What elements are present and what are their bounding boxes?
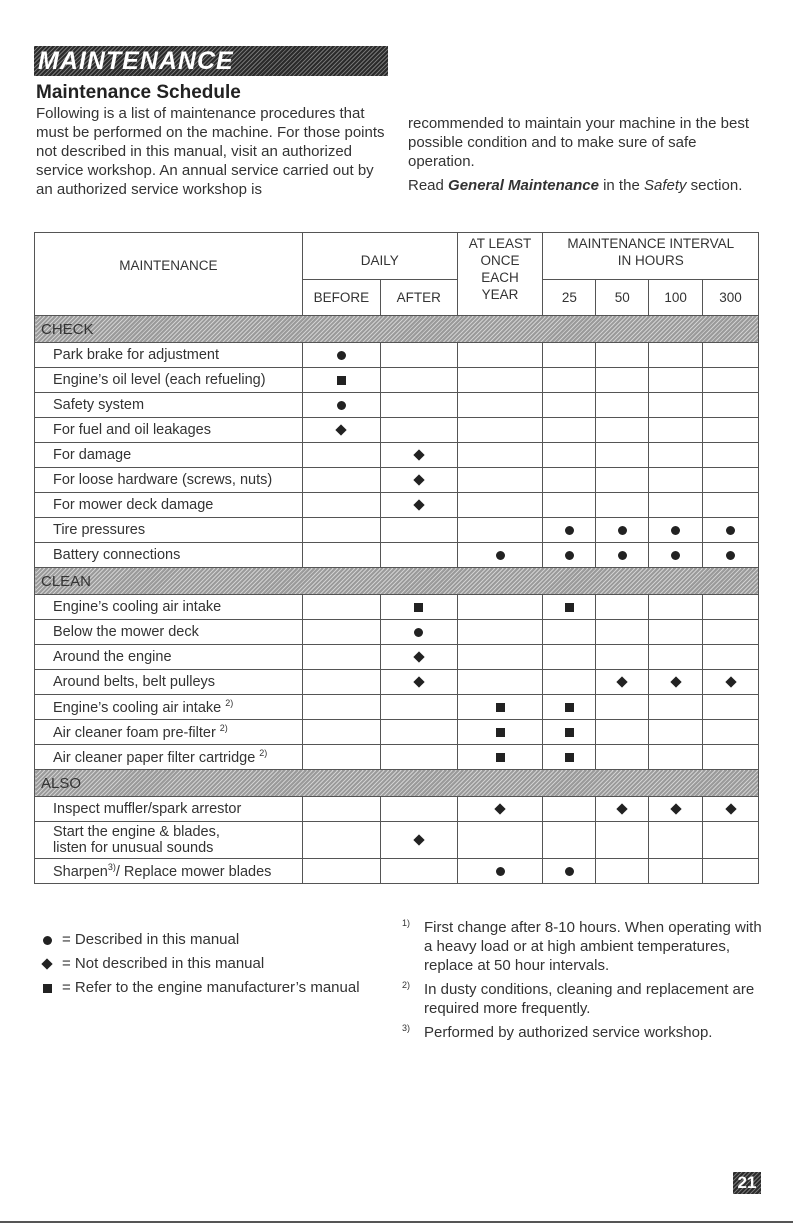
header-before: BEFORE [302, 280, 380, 316]
task-cell [35, 822, 303, 859]
interval-cell [596, 543, 649, 568]
interval-cell [457, 518, 543, 543]
bullet-dot-icon [43, 936, 52, 945]
intro-right-text: recommended to maintain your machine in the best possible condition and to make sure of safe operation. [408, 115, 750, 170]
task-cell [35, 720, 303, 745]
diamond-icon [617, 677, 628, 688]
bullet-dot-icon [414, 628, 423, 637]
footnote-item [402, 918, 762, 975]
table-row [35, 720, 759, 745]
bullet-dot-icon [618, 551, 627, 560]
intro-right-column [408, 114, 758, 200]
header-daily: DAILY [302, 233, 457, 270]
interval-cell [543, 720, 596, 745]
header-interval: MAINTENANCE INTERVAL [567, 236, 735, 251]
interval-cell [543, 368, 596, 393]
diamond-icon [41, 958, 52, 969]
footnote-text: Performed by authorized service workshop. [424, 1024, 713, 1041]
task-label: Start the engine & blades, [53, 824, 220, 840]
interval-cell [703, 695, 759, 720]
task-label: Engine’s oil level (each refueling) [53, 372, 266, 388]
interval-cell [649, 393, 703, 418]
section-row [35, 316, 759, 343]
interval-cell [543, 468, 596, 493]
interval-cell [703, 368, 759, 393]
interval-cell [457, 822, 543, 859]
header-after: AFTER [380, 280, 457, 316]
read-mid: in the [603, 177, 640, 194]
interval-cell [457, 595, 543, 620]
interval-cell [457, 720, 543, 745]
interval-cell [302, 493, 380, 518]
interval-cell [302, 695, 380, 720]
interval-cell [596, 518, 649, 543]
diamond-icon [670, 804, 681, 815]
interval-cell [649, 670, 703, 695]
table-row [35, 797, 759, 822]
interval-cell [596, 822, 649, 859]
interval-cell [380, 343, 457, 368]
square-icon [496, 703, 505, 712]
interval-cell [596, 670, 649, 695]
header-300: 300 [703, 280, 759, 316]
section-row [35, 568, 759, 595]
diamond-icon [725, 804, 736, 815]
interval-cell [649, 620, 703, 645]
header-maintenance-cell [35, 233, 303, 280]
legend-text: = Not described in this manual [62, 955, 265, 972]
header-once: ONCE [480, 253, 520, 268]
section-label: CLEAN [41, 572, 92, 590]
interval-cell [596, 443, 649, 468]
table-row [35, 859, 759, 884]
interval-cell [596, 695, 649, 720]
interval-cell [703, 518, 759, 543]
interval-cell [380, 645, 457, 670]
interval-cell [302, 620, 380, 645]
interval-cell [703, 645, 759, 670]
interval-cell [457, 543, 543, 568]
interval-cell [380, 493, 457, 518]
interval-cell [457, 745, 543, 770]
square-icon [496, 753, 505, 762]
header-100: 100 [649, 280, 703, 316]
task-label: Tire pressures [53, 522, 146, 538]
interval-cell [302, 720, 380, 745]
interval-cell [302, 670, 380, 695]
interval-cell [543, 797, 596, 822]
diamond-icon [413, 677, 424, 688]
interval-cell [596, 595, 649, 620]
task-cell [35, 468, 303, 493]
header-yearly-cell [457, 233, 543, 316]
header-50: 50 [596, 280, 649, 316]
interval-cell [457, 620, 543, 645]
interval-cell [596, 797, 649, 822]
table-header [35, 233, 759, 316]
maintenance-schedule-table [34, 232, 759, 884]
page-number: 21 [733, 1172, 761, 1194]
task-cell [35, 670, 303, 695]
interval-cell [380, 443, 457, 468]
bullet-dot-icon [671, 551, 680, 560]
interval-cell [380, 670, 457, 695]
interval-cell [543, 695, 596, 720]
footnote-number: 3) [402, 1023, 411, 1033]
task-cell [35, 493, 303, 518]
header-each: EACH [481, 270, 519, 285]
task-label: Sharpen [53, 863, 108, 880]
interval-cell [380, 797, 457, 822]
interval-cell [302, 645, 380, 670]
interval-cell [302, 822, 380, 859]
diamond-icon [494, 804, 505, 815]
square-icon [337, 376, 346, 385]
task-cell [35, 393, 303, 418]
interval-cell [649, 797, 703, 822]
interval-cell [543, 443, 596, 468]
footnote-item [402, 1023, 762, 1042]
interval-cell [649, 443, 703, 468]
interval-cell [380, 368, 457, 393]
section-label: ALSO [41, 774, 82, 792]
interval-cell [649, 493, 703, 518]
interval-cell [543, 620, 596, 645]
interval-cell [457, 443, 543, 468]
header-interval-cell [543, 233, 759, 270]
interval-cell [596, 745, 649, 770]
header-at-least: AT LEAST [468, 236, 532, 251]
task-cell [35, 418, 303, 443]
legend-text: = Described in this manual [62, 931, 240, 948]
interval-cell [380, 822, 457, 859]
interval-cell [457, 797, 543, 822]
square-icon [565, 753, 574, 762]
interval-cell [649, 695, 703, 720]
table-row [35, 418, 759, 443]
interval-cell [703, 493, 759, 518]
table-row [35, 595, 759, 620]
interval-cell [302, 443, 380, 468]
interval-cell [380, 518, 457, 543]
interval-cell [703, 343, 759, 368]
task-label: Inspect muffler/spark arrestor [53, 801, 242, 817]
interval-cell [543, 645, 596, 670]
interval-cell [703, 859, 759, 884]
interval-cell [302, 745, 380, 770]
interval-cell [703, 443, 759, 468]
footnote-item [402, 980, 762, 1018]
task-label: Safety system [53, 397, 145, 413]
page-subtitle: Maintenance Schedule [36, 82, 241, 103]
legend-item [36, 952, 360, 976]
header-maintenance: MAINTENANCE [119, 257, 218, 273]
interval-cell [703, 418, 759, 443]
interval-cell [649, 368, 703, 393]
interval-cell [703, 797, 759, 822]
banner-title: MAINTENANCE [38, 47, 234, 75]
task-label-line2: listen for unusual sounds [53, 840, 214, 856]
interval-cell [649, 468, 703, 493]
interval-cell [703, 393, 759, 418]
symbol-legend [36, 928, 360, 1000]
interval-cell [543, 859, 596, 884]
square-icon [414, 603, 423, 612]
task-cell [35, 645, 303, 670]
task-cell [35, 518, 303, 543]
table-row [35, 393, 759, 418]
task-cell [35, 797, 303, 822]
task-label: Below the mower deck [53, 624, 199, 640]
legend-item [36, 976, 360, 1000]
table-row [35, 822, 759, 859]
legend-text: = Refer to the engine manufacturer’s manual [62, 979, 360, 996]
read-prefix: Read [408, 177, 444, 194]
interval-cell [649, 859, 703, 884]
task-cell [35, 595, 303, 620]
interval-cell [380, 468, 457, 493]
interval-cell [302, 595, 380, 620]
task-label: Air cleaner foam pre-filter [53, 724, 216, 741]
footnote-ref: 3) [107, 862, 116, 873]
interval-cell [596, 493, 649, 518]
square-icon [496, 728, 505, 737]
table-row [35, 670, 759, 695]
interval-cell [649, 745, 703, 770]
interval-cell [649, 822, 703, 859]
interval-cell [302, 418, 380, 443]
interval-cell [457, 695, 543, 720]
interval-cell [543, 493, 596, 518]
bullet-dot-icon [496, 551, 505, 560]
interval-cell [703, 670, 759, 695]
section-row [35, 770, 759, 797]
interval-cell [596, 418, 649, 443]
table-row [35, 695, 759, 720]
diamond-icon [725, 677, 736, 688]
general-maintenance-ref: General Maintenance [448, 177, 599, 194]
interval-cell [302, 393, 380, 418]
interval-cell [649, 418, 703, 443]
table-row [35, 543, 759, 568]
footnote-number: 1) [402, 918, 411, 928]
interval-cell [596, 368, 649, 393]
bullet-dot-icon [726, 551, 735, 560]
interval-cell [302, 797, 380, 822]
bottom-rule [0, 1221, 793, 1223]
interval-cell [703, 720, 759, 745]
interval-cell [596, 468, 649, 493]
interval-cell [457, 468, 543, 493]
interval-cell [457, 645, 543, 670]
footnote-text: First change after 8-10 hours. When operating with a heavy load or at high ambient temperatures, replace at 50 hour intervals. [424, 919, 762, 974]
footnote-ref: 2) [219, 723, 228, 734]
interval-cell [457, 493, 543, 518]
interval-cell [457, 418, 543, 443]
interval-cell [543, 343, 596, 368]
interval-cell [703, 468, 759, 493]
bullet-dot-icon [565, 867, 574, 876]
interval-cell [596, 720, 649, 745]
task-label: For mower deck damage [53, 497, 214, 513]
diamond-icon [617, 804, 628, 815]
table-row [35, 368, 759, 393]
interval-cell [703, 822, 759, 859]
interval-cell [649, 720, 703, 745]
interval-cell [380, 859, 457, 884]
interval-cell [543, 822, 596, 859]
interval-cell [302, 368, 380, 393]
read-suffix: section. [690, 177, 743, 194]
interval-cell [457, 670, 543, 695]
table-row [35, 645, 759, 670]
bullet-dot-icon [565, 551, 574, 560]
square-icon [565, 728, 574, 737]
interval-cell [457, 368, 543, 393]
interval-cell [302, 468, 380, 493]
interval-cell [543, 393, 596, 418]
task-cell [35, 343, 303, 368]
bullet-dot-icon [671, 526, 680, 535]
task-label-tail: / Replace mower blades [115, 863, 272, 880]
interval-cell [543, 670, 596, 695]
footnotes [402, 918, 762, 1047]
task-label: Park brake for adjustment [53, 347, 220, 363]
interval-cell [596, 393, 649, 418]
interval-cell [596, 859, 649, 884]
table-row [35, 620, 759, 645]
diamond-icon [336, 425, 347, 436]
square-icon [565, 703, 574, 712]
task-label: Around belts, belt pulleys [53, 674, 216, 690]
task-label: Engine’s cooling air intake [53, 599, 222, 615]
interval-cell [649, 645, 703, 670]
read-reference [408, 176, 758, 195]
interval-cell [649, 343, 703, 368]
diamond-icon [670, 677, 681, 688]
square-icon [565, 603, 574, 612]
bullet-dot-icon [496, 867, 505, 876]
safety-ref: Safety [643, 177, 687, 194]
interval-cell [380, 393, 457, 418]
task-label: For fuel and oil leakages [53, 422, 211, 438]
bullet-dot-icon [337, 401, 346, 410]
interval-cell [380, 543, 457, 568]
diamond-icon [413, 475, 424, 486]
table-row [35, 443, 759, 468]
header-25: 25 [543, 280, 596, 316]
table-row [35, 468, 759, 493]
interval-cell [543, 518, 596, 543]
interval-cell [302, 543, 380, 568]
interval-cell [543, 595, 596, 620]
interval-cell [543, 543, 596, 568]
interval-cell [380, 695, 457, 720]
interval-cell [380, 745, 457, 770]
interval-cell [302, 518, 380, 543]
footnote-text: In dusty conditions, cleaning and replacement are required more frequently. [424, 981, 755, 1017]
interval-cell [543, 745, 596, 770]
diamond-icon [413, 500, 424, 511]
interval-cell [703, 620, 759, 645]
interval-cell [596, 620, 649, 645]
task-cell [35, 695, 303, 720]
task-label: Engine’s cooling air intake [53, 699, 222, 716]
footnote-ref: 2) [225, 698, 234, 709]
interval-cell [457, 859, 543, 884]
interval-cell [302, 343, 380, 368]
task-cell [35, 443, 303, 468]
interval-cell [596, 343, 649, 368]
bullet-dot-icon [618, 526, 627, 535]
interval-cell [380, 620, 457, 645]
table-row [35, 493, 759, 518]
table-row [35, 518, 759, 543]
interval-cell [596, 645, 649, 670]
interval-cell [703, 543, 759, 568]
task-label: For damage [53, 447, 132, 463]
bullet-dot-icon [726, 526, 735, 535]
diamond-icon [413, 652, 424, 663]
bullet-dot-icon [565, 526, 574, 535]
task-label: Air cleaner paper filter cartridge [53, 749, 256, 766]
legend-item [36, 928, 360, 952]
table-body [35, 316, 759, 884]
interval-cell [380, 418, 457, 443]
table-row [35, 343, 759, 368]
task-label: Battery connections [53, 547, 181, 563]
task-cell [35, 543, 303, 568]
header-year: YEAR [481, 287, 519, 302]
task-label: Around the engine [53, 649, 172, 665]
interval-cell [649, 518, 703, 543]
diamond-icon [413, 450, 424, 461]
task-cell [35, 368, 303, 393]
interval-cell [457, 343, 543, 368]
interval-cell [649, 543, 703, 568]
intro-left-column [36, 104, 388, 199]
section-label: CHECK [41, 320, 94, 338]
interval-cell [302, 859, 380, 884]
table-row [35, 745, 759, 770]
footnote-ref: 2) [259, 748, 268, 759]
task-label: For loose hardware (screws, nuts) [53, 472, 273, 488]
bullet-dot-icon [337, 351, 346, 360]
intro-left-text: Following is a list of maintenance procedures that must be performed on the machine. For those points not described in this manual, visit an authorized service workshop. An annual service carried out by an authorized service workshop is [36, 105, 385, 198]
section-banner [34, 46, 388, 76]
header-in-hours: IN HOURS [617, 253, 684, 268]
square-icon [43, 984, 52, 993]
interval-cell [649, 595, 703, 620]
interval-cell [543, 418, 596, 443]
diamond-icon [413, 835, 424, 846]
interval-cell [380, 720, 457, 745]
interval-cell [703, 745, 759, 770]
interval-cell [703, 595, 759, 620]
footnote-number: 2) [402, 980, 411, 990]
interval-cell [380, 595, 457, 620]
task-cell [35, 620, 303, 645]
task-cell [35, 859, 303, 884]
interval-cell [457, 393, 543, 418]
task-cell [35, 745, 303, 770]
